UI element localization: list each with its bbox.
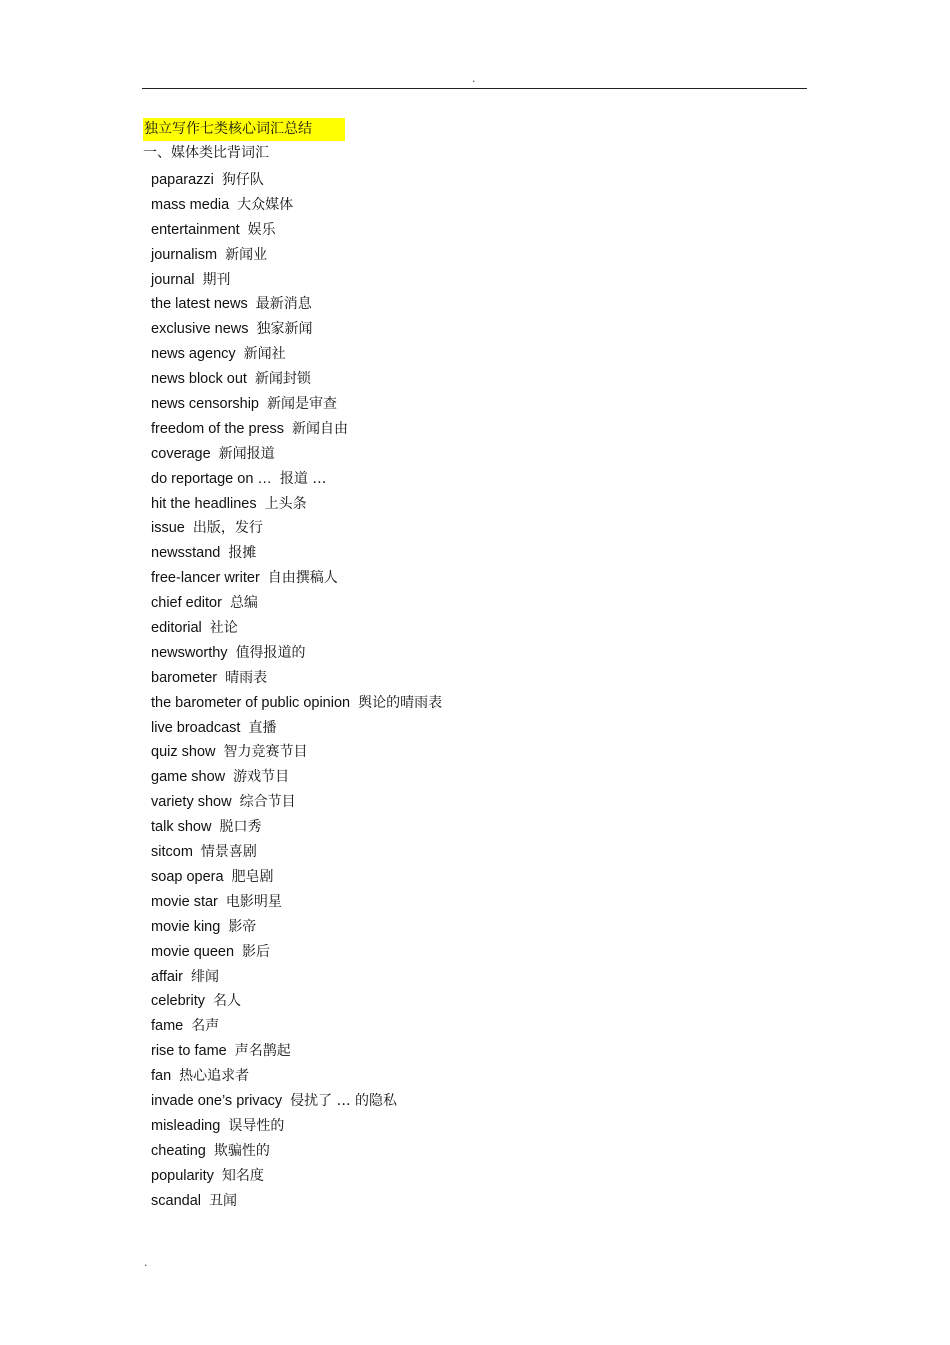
vocab-chinese: 总编 xyxy=(229,595,258,612)
vocab-chinese: 出版，发行 xyxy=(192,520,263,537)
vocab-chinese: 晴雨表 xyxy=(225,669,268,686)
vocab-english: cheating xyxy=(151,1142,206,1159)
vocab-chinese: 影后 xyxy=(242,943,271,960)
vocab-english: paparazzi xyxy=(151,172,214,188)
vocab-item xyxy=(151,865,442,890)
vocab-item xyxy=(151,168,442,193)
vocab-english: editorial xyxy=(151,620,202,637)
vocab-chinese: 肥皂剧 xyxy=(231,868,274,885)
vocab-item xyxy=(151,1189,442,1214)
vocab-item xyxy=(151,492,442,517)
vocab-english: fame xyxy=(151,1018,184,1035)
vocab-chinese: 社论 xyxy=(209,620,238,637)
vocab-item xyxy=(151,1039,442,1064)
vocab-item xyxy=(151,616,442,641)
vocab-chinese: 自由撰稿人 xyxy=(267,570,338,587)
vocab-english: sitcom xyxy=(151,844,193,861)
vocab-english: rise to fame xyxy=(151,1043,227,1060)
vocab-chinese: 名人 xyxy=(213,993,241,1010)
vocab-chinese: 报道 … xyxy=(279,470,327,487)
vocab-english: popularity xyxy=(151,1167,214,1184)
vocab-item xyxy=(151,292,442,317)
vocab-chinese: 游戏节目 xyxy=(233,769,290,786)
vocab-english: soap opera xyxy=(151,868,224,885)
vocab-chinese: 狗仔队 xyxy=(221,172,264,188)
vocab-chinese: 热心追求者 xyxy=(179,1068,250,1085)
vocab-item xyxy=(151,467,442,492)
vocab-english: barometer xyxy=(151,669,218,686)
vocab-english: news agency xyxy=(151,346,236,363)
vocab-chinese: 大众媒体 xyxy=(237,196,294,213)
vocab-item xyxy=(151,516,442,541)
vocab-item xyxy=(151,691,442,716)
vocab-chinese: 报摊 xyxy=(228,545,257,562)
vocab-item xyxy=(151,1114,442,1139)
vocab-chinese: 娱乐 xyxy=(247,221,276,238)
vocab-english: entertainment xyxy=(151,221,240,238)
vocab-item xyxy=(151,193,442,218)
vocab-english: game show xyxy=(151,769,226,786)
vocab-chinese: 期刊 xyxy=(202,271,231,288)
vocab-english: mass media xyxy=(151,196,230,213)
vocab-english: chief editor xyxy=(151,595,222,612)
vocab-chinese: 最新消息 xyxy=(255,296,312,313)
vocab-english: misleading xyxy=(151,1117,221,1134)
vocab-english: variety show xyxy=(151,794,232,811)
vocab-english: invade one’s privacy xyxy=(151,1092,283,1109)
vocab-chinese: 上头条 xyxy=(264,495,307,512)
vocab-item xyxy=(151,1014,442,1039)
vocab-chinese: 侵扰了 … 的隐私 xyxy=(290,1092,398,1109)
document-title: 独立写作七类核心词汇总结 xyxy=(143,118,345,141)
section-heading: 一、媒体类比背词汇 xyxy=(143,145,269,161)
vocab-chinese: 新闻业 xyxy=(225,246,268,263)
vocab-chinese: 直播 xyxy=(248,719,277,736)
vocab-chinese: 丑闻 xyxy=(208,1192,237,1209)
vocab-chinese: 声名鹊起 xyxy=(234,1043,291,1060)
vocab-chinese: 舆论的晴雨表 xyxy=(358,694,443,711)
vocab-english: free-lancer writer xyxy=(151,570,260,587)
vocab-item xyxy=(151,890,442,915)
vocab-english: celebrity xyxy=(151,993,205,1010)
vocab-item xyxy=(151,815,442,840)
vocab-item xyxy=(151,790,442,815)
vocab-item xyxy=(151,392,442,417)
vocab-english: newsworthy xyxy=(151,644,228,661)
vocab-item xyxy=(151,317,442,342)
vocab-chinese: 综合节目 xyxy=(239,794,296,811)
vocab-item xyxy=(151,1164,442,1189)
vocab-item xyxy=(151,442,442,467)
vocab-chinese: 欺骗性的 xyxy=(213,1142,270,1159)
vocab-item xyxy=(151,367,442,392)
vocab-item xyxy=(151,417,442,442)
vocab-item xyxy=(151,840,442,865)
vocab-item xyxy=(151,716,442,741)
vocab-english: fan xyxy=(151,1068,172,1085)
vocab-item xyxy=(151,740,442,765)
vocab-item xyxy=(151,641,442,666)
vocab-english: affair xyxy=(151,968,183,985)
vocab-item xyxy=(151,591,442,616)
vocab-chinese: 知名度 xyxy=(221,1167,264,1184)
vocab-english: coverage xyxy=(151,445,211,462)
vocab-chinese: 智力竞赛节目 xyxy=(223,744,308,761)
vocab-english: issue xyxy=(151,520,185,537)
vocab-chinese: 名声 xyxy=(191,1018,220,1035)
vocab-english: newsstand xyxy=(151,545,221,562)
vocab-item xyxy=(151,218,442,243)
vocab-english: scandal xyxy=(151,1192,201,1209)
vocab-english: news block out xyxy=(151,371,247,388)
vocab-chinese: 值得报道的 xyxy=(235,644,306,661)
footer-mark: . xyxy=(144,1256,148,1269)
vocab-item xyxy=(151,940,442,965)
vocab-item xyxy=(151,1139,442,1164)
vocab-chinese: 新闻报道 xyxy=(218,445,275,462)
vocab-english: movie star xyxy=(151,893,218,910)
vocab-english: journal xyxy=(151,271,195,288)
vocab-english: live broadcast xyxy=(151,719,241,736)
vocab-item xyxy=(151,915,442,940)
vocab-list xyxy=(151,168,442,1213)
vocab-chinese: 影帝 xyxy=(228,918,257,935)
vocab-chinese: 绯闻 xyxy=(190,968,219,985)
vocab-chinese: 独家新闻 xyxy=(256,321,313,338)
vocab-english: quiz show xyxy=(151,744,216,761)
vocab-chinese: 新闻封锁 xyxy=(254,371,311,388)
vocab-chinese: 新闻自由 xyxy=(292,420,348,437)
vocab-chinese: 电影明星 xyxy=(225,893,282,910)
vocab-english: talk show xyxy=(151,819,212,836)
vocab-chinese: 脱口秀 xyxy=(219,819,262,836)
vocab-english: do reportage on … xyxy=(151,470,272,487)
vocab-item xyxy=(151,566,442,591)
vocab-item xyxy=(151,342,442,367)
vocab-item xyxy=(151,243,442,268)
vocab-chinese: 新闻是审查 xyxy=(267,396,337,413)
vocab-item xyxy=(151,268,442,293)
vocab-english: the barometer of public opinion xyxy=(151,694,351,711)
vocab-english: movie queen xyxy=(151,943,235,960)
vocab-item xyxy=(151,989,442,1014)
vocab-item xyxy=(151,666,442,691)
vocab-english: hit the headlines xyxy=(151,495,257,512)
vocab-english: news censorship xyxy=(151,396,259,413)
header-rule xyxy=(142,88,807,89)
vocab-item xyxy=(151,541,442,566)
vocab-item xyxy=(151,765,442,790)
vocab-english: journalism xyxy=(151,246,218,263)
header-mark: . xyxy=(472,72,476,85)
vocab-item xyxy=(151,965,442,990)
vocab-chinese: 新闻社 xyxy=(243,346,286,363)
vocab-english: freedom of the press xyxy=(151,420,284,437)
vocab-english: exclusive news xyxy=(151,321,249,338)
vocab-item xyxy=(151,1089,442,1114)
vocab-english: movie king xyxy=(151,918,221,935)
vocab-english: the latest news xyxy=(151,296,248,313)
vocab-item xyxy=(151,1064,442,1089)
vocab-chinese: 情景喜剧 xyxy=(200,844,257,861)
vocab-chinese: 误导性的 xyxy=(228,1117,285,1134)
